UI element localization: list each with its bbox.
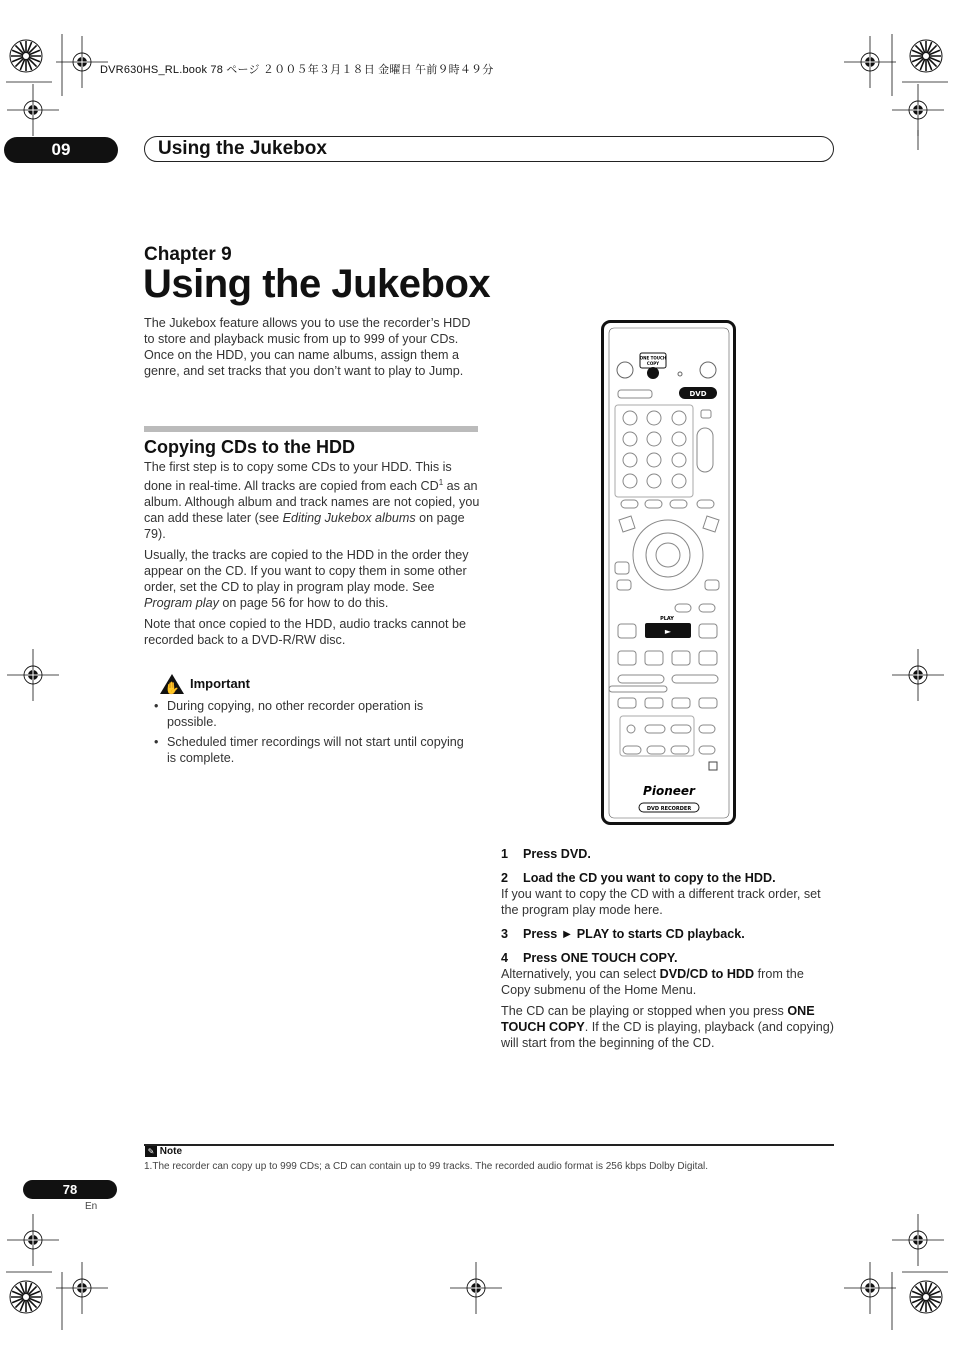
page-number: 78	[23, 1180, 117, 1199]
footnote: 1.The recorder can copy up to 999 CDs; a CD can contain up to 99 tracks. The recorded audio format is 256 kbps Dolby Digital.	[144, 1161, 708, 1172]
important-heading	[159, 673, 250, 698]
section-paragraph: The first step is to copy some CDs to your HDD. This is done in real-time. All tracks are copied from each $CD^1$ as an album. Although album and track names are not copied, you can add these later (see Editing Jukebox albums on page 79).	[144, 460, 480, 542]
file-header: DVR630HS_RL.book 78 ページ ２００５年３月１８日 金曜日 午前９時４９分	[100, 64, 494, 76]
page-title: Using the Jukebox	[143, 262, 491, 306]
section-paragraph: Note that once copied to the HDD, audio tracks cannot be recorded back to a DVD-R/RW disc.	[144, 617, 467, 648]
svg-text:COPY: COPY	[646, 361, 660, 366]
play-icon: ►	[664, 627, 672, 636]
step-heading: 4 Press ONE TOUCH COPY.	[501, 951, 678, 965]
step-heading: 1 Press DVD.	[501, 847, 591, 861]
remote-control-illustration	[601, 320, 737, 826]
section-title: Copying CDs to the HDD	[144, 437, 355, 457]
note-heading: ✎ Note	[145, 1146, 182, 1157]
play-label: PLAY	[660, 616, 674, 622]
pioneer-logo: Pioneer	[643, 784, 695, 798]
note-divider	[144, 1144, 834, 1146]
section-rule	[144, 426, 478, 432]
step-text: Alternatively, you can select DVD/CD to HDD from the Copy submenu of the Home Menu.	[501, 967, 804, 997]
dvd-button-label: DVD	[689, 390, 707, 398]
svg-text:✋: ✋	[164, 681, 180, 695]
step-heading: 3 Press ► PLAY to starts CD playback.	[501, 927, 745, 941]
note-icon: ✎	[145, 1146, 157, 1157]
important-label: Important	[190, 676, 250, 691]
chapter-header-title: Using the Jukebox	[158, 138, 327, 159]
list-item: • During copying, no other recorder operation is possible.	[153, 698, 473, 730]
chapter-badge: 09	[4, 137, 118, 163]
chapter-label: Chapter 9	[144, 244, 232, 265]
intro-paragraph: The Jukebox feature allows you to use the recorder’s HDD to store and playback music from up to 999 of your CDs. Once on the HDD, you can name albums, assign them a genre, and set tracks that you don’t want to play to Jump.	[144, 316, 471, 378]
one-touch-copy-label: ONE TOUCH	[639, 355, 667, 361]
cross-reference: Editing Jukebox albums	[282, 511, 416, 526]
section-body	[144, 459, 482, 653]
section-paragraph: Usually, the tracks are copied to the HDD in the order they appear on the CD. If you want to copy them in some other order, set the CD to play in program play mode. See Program play on page 56 for how to do this.	[144, 548, 469, 611]
step-text: The CD can be playing or stopped when you press ONE TOUCH COPY. If the CD is playing, playback (and copying) will start from the beginning of the CD.	[501, 1004, 834, 1050]
model-label: DVD RECORDER	[646, 806, 692, 812]
step-text: If you want to copy the CD with a different track order, set the program play mode here.	[501, 887, 821, 917]
warning-icon	[159, 673, 185, 695]
steps-list	[501, 838, 835, 1051]
step-heading: 2 Load the CD you want to copy to the HDD.	[501, 871, 776, 885]
page-language: En	[85, 1201, 98, 1212]
important-list	[153, 698, 473, 770]
list-item: • Scheduled timer recordings will not start until copying is complete.	[153, 734, 473, 766]
footnote-ref: 1	[438, 478, 444, 487]
cross-reference: Program play	[144, 596, 219, 611]
